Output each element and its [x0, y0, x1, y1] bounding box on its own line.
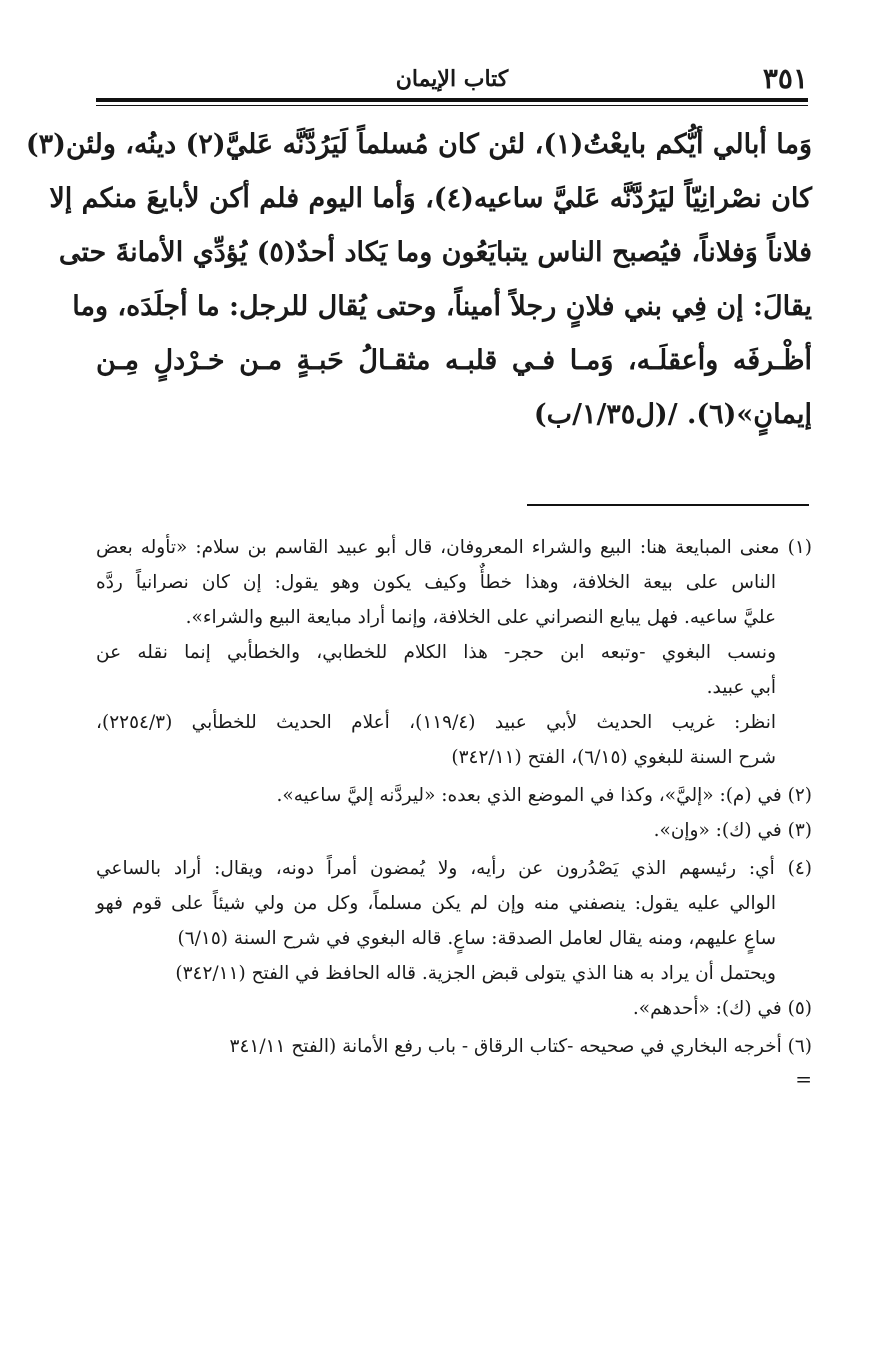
footnote-line: الناس على بيعة الخلافة، وهذا خطأٌ وكيف يكون وهو يقول: إن كان نصرانياً ردَّه: [96, 572, 776, 593]
footnote-line: (٢) في (م): «إليَّ»، وكذا في الموضع الذي بعده: «ليردَّنه إليَّ ساعيه».: [276, 785, 812, 806]
footnote-line: أبي عبيد.: [706, 677, 776, 698]
footnote-line: عليَّ ساعيه. فهل يبايع النصراني على الخلافة، وإنما أراد مبايعة البيع والشراء».: [185, 607, 776, 628]
footnote-continuation-mark: =: [795, 1067, 812, 1091]
footnote-line: (٦) أخرجه البخاري في صحيحه -كتاب الرقاق - باب رفع الأمانة (الفتح ٣٤١/١١: [229, 1036, 812, 1057]
main-text-line: أظْـرفَه وأعقلَـه، وَمـا فـي قلبـه مثقـالُ حَبـةٍ مـن خـرْدلٍ مِـن: [96, 345, 812, 376]
footnote-line: (١) معنى المبايعة هنا: البيع والشراء المعروفان، قال أبو عبيد القاسم بن سلام: «تأوله بعض: [96, 537, 812, 558]
header-rule-thick: [96, 98, 808, 102]
footnote-line: الوالي عليه يقول: ينصفني منه وإن لم يكن مسلماً، وكل من ولي شيئاً على قوم فهو: [96, 893, 776, 914]
main-text-line: كان نصْرانِيّاً ليَرُدَّنَّه عَليَّ ساعيه(٤)، وَأما اليوم فلم أكن لأبايعَ منكم إلا: [49, 183, 812, 214]
main-text-line: يقالَ: إن فِي بني فلانٍ رجلاً أميناً، وحتى يُقال للرجل: ما أجلَدَه، وما: [72, 291, 812, 322]
footnote-line: شرح السنة للبغوي (٦/١٥)، الفتح (٣٤٢/١١): [451, 747, 776, 768]
footnote-line: (٣) في (ك): «وإن».: [653, 820, 812, 841]
footnote-line: (٥) في (ك): «أحدهم».: [632, 998, 812, 1019]
footnote-line: (٤) أي: رئيسهم الذي يَصْدُرون عن رأيه، ولا يُمضون أمراً دونه، ويقال: أراد بالساعي: [96, 858, 812, 879]
footnote-line: ونسب البغوي -وتبعه ابن حجر- هذا الكلام للخطابي، والخطأبي إنما نقله عن: [96, 642, 776, 663]
book-title: كتاب الإيمان: [395, 66, 509, 92]
page-header: [96, 62, 808, 96]
main-text-line: فلاناً وَفلاناً، فيُصبح الناس يتبايَعُون وما يَكاد أحدٌ(٥) يُؤدِّي الأمانةَ حتى: [58, 237, 812, 268]
page-number: ٣٥١: [762, 62, 808, 95]
footnote-line: ساعٍ عليهم، ومنه يقال لعامل الصدقة: ساعٍ. قاله البغوي في شرح السنة (٦/١٥): [177, 928, 776, 949]
footnotes: [96, 530, 812, 1094]
header-rule-thin: [96, 105, 808, 106]
footnote-line: انظر: غريب الحديث لأبي عبيد (١١٩/٤)، أعلام الحديث للخطأبي (٢٢٥٤/٣)،: [96, 712, 776, 733]
main-text-line: إيمانٍ»(٦). /(ل١/٣٥/ب): [533, 399, 812, 430]
footnote-separator: [527, 504, 809, 506]
footnote-line: ويحتمل أن يراد به هنا الذي يتولى قبض الجزية. قاله الحافظ في الفتح (٣٤٢/١١): [175, 963, 776, 984]
main-text: [25, 118, 812, 442]
main-text-line: وَما أبالي أيُّكم بايعْتُ(١)، لئن كان مُسلماً لَيَرُدَّنَّه عَليَّ(٢) دينُه، ولئن(٣): [25, 129, 812, 160]
